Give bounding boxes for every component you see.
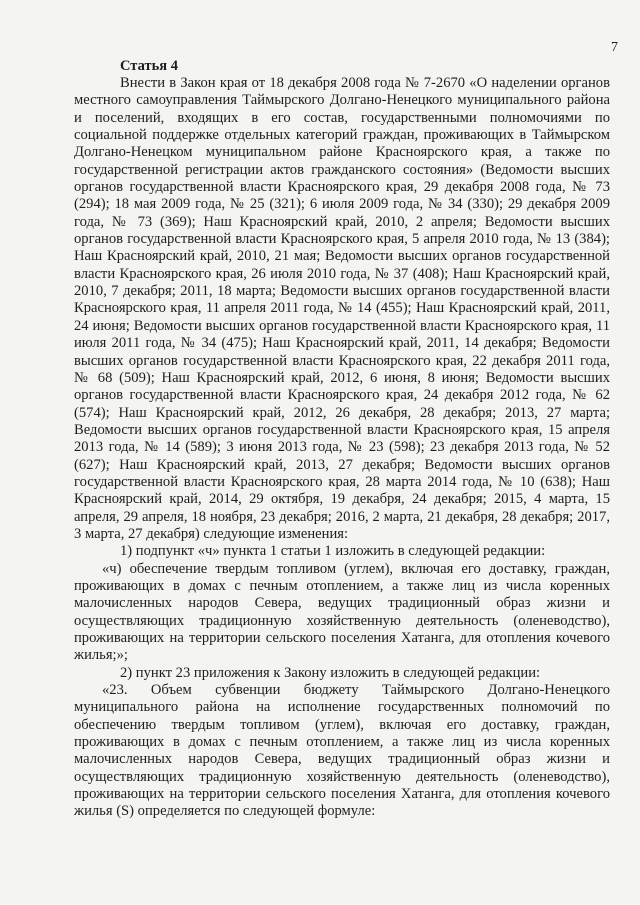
page-number: 7 (611, 40, 618, 55)
subitem-ch-text: «ч) обеспечение твердым топливом (углем), включая его доставку, граждан, проживающих в домах с печным отоплением, а также лиц из числа коренных малочисленных народов Севера, ведущих традиционный образ жизни и осуществляющих традиционную хозяйственную деятельность (оленеводство), проживающих на территории сельского поселения Хатанга, для отопления кочевого жилья;»; (74, 560, 610, 664)
point-23-text: «23. Объем субвенции бюджету Таймырского Долгано-Ненецкого муниципального района на исполнение государственных полномочий по обеспечению твердым топливом (углем), включая его доставку, граждан, проживающих в домах с печным отоплением, а также лиц из числа коренных малочисленных народов Севера, ведущих традиционный образ жизни и осуществляющих традиционную хозяйственную деятельность (оленеводство), проживающих на территории сельского поселения Хатанга, для отопления кочевого жилья (S) определяется по следующей формуле: (74, 682, 610, 820)
article-body (74, 75, 610, 821)
article-heading: Статья 4 (120, 58, 178, 74)
amendment-intro-paragraph: Внести в Закон края от 18 декабря 2008 года № 7-2670 «О наделении органов местного самоуправления Таймырского Долгано-Ненецкого муниципального района и поселений, входящих в его состав, государственными полномочиями по социальной поддержке отдельных категорий граждан, проживающих в Таймырском Долгано-Ненецком муниципальном районе Красноярского края, а также по государственной регистрации актов гражданского состояния» (Ведомости высших органов государственной власти Красноярского края, 29 декабря 2008 года, № 73 (294); 18 мая 2009 года, № 25 (321); 6 июля 2009 года, № 34 (330); 29 декабря 2009 года, № 73 (369); Наш Красноярский край, 2010, 2 апреля; Ведомости высших органов государственной власти Красноярского края, 5 апреля 2010 года, № 13 (384); Наш Красноярский край, 2010, 21 мая; Ведомости высших органов государственной власти Красноярского края, 26 июля 2010 года, № 37 (408); Наш Красноярский край, 2010, 7 декабря; 2011, 18 марта; Ведомости высших органов государственной власти Красноярского края, 11 апреля 2011 года, № 14 (455); Наш Красноярский край, 2011, 24 июня; Ведомости высших органов государственной власти Красноярского края, 11 июля 2011 года, № 34 (475); Наш Красноярский край, 2011, 14 декабря; Ведомости высших органов государственной власти Красноярского края, 22 декабря 2011 года, № 68 (509); Наш Красноярский край, 2012, 6 июня, 8 июня; Ведомости высших органов государственной власти Красноярского края, 24 декабря 2012 года, № 62 (574); Наш Красноярский край, 2012, 26 декабря, 28 декабря; 2013, 27 марта; Ведомости высших органов государственной власти Красноярского края, 15 апреля 2013 года, № 14 (589); 3 июня 2013 года, № 23 (598); 23 декабря 2013 года, № 52 (627); Наш Красноярский край, 2013, 27 декабря; Ведомости высших органов государственной власти Красноярского края, 28 марта 2014 года, № 10 (638); Наш Красноярский край, 2014, 29 октября, 19 декабря, 24 декабря; 2015, 4 марта, 15 апреля, 29 апреля, 18 ноября, 23 декабря; 2016, 2 марта, 21 декабря, 28 декабря; 2017, 3 марта, 27 декабря) следующие изменения: (74, 75, 610, 542)
item-1-paragraph: 1) подпункт «ч» пункта 1 статьи 1 изложить в следующей редакции: (120, 543, 546, 560)
item-2-paragraph: 2) пункт 23 приложения к Закону изложить в следующей редакции: (120, 664, 541, 681)
